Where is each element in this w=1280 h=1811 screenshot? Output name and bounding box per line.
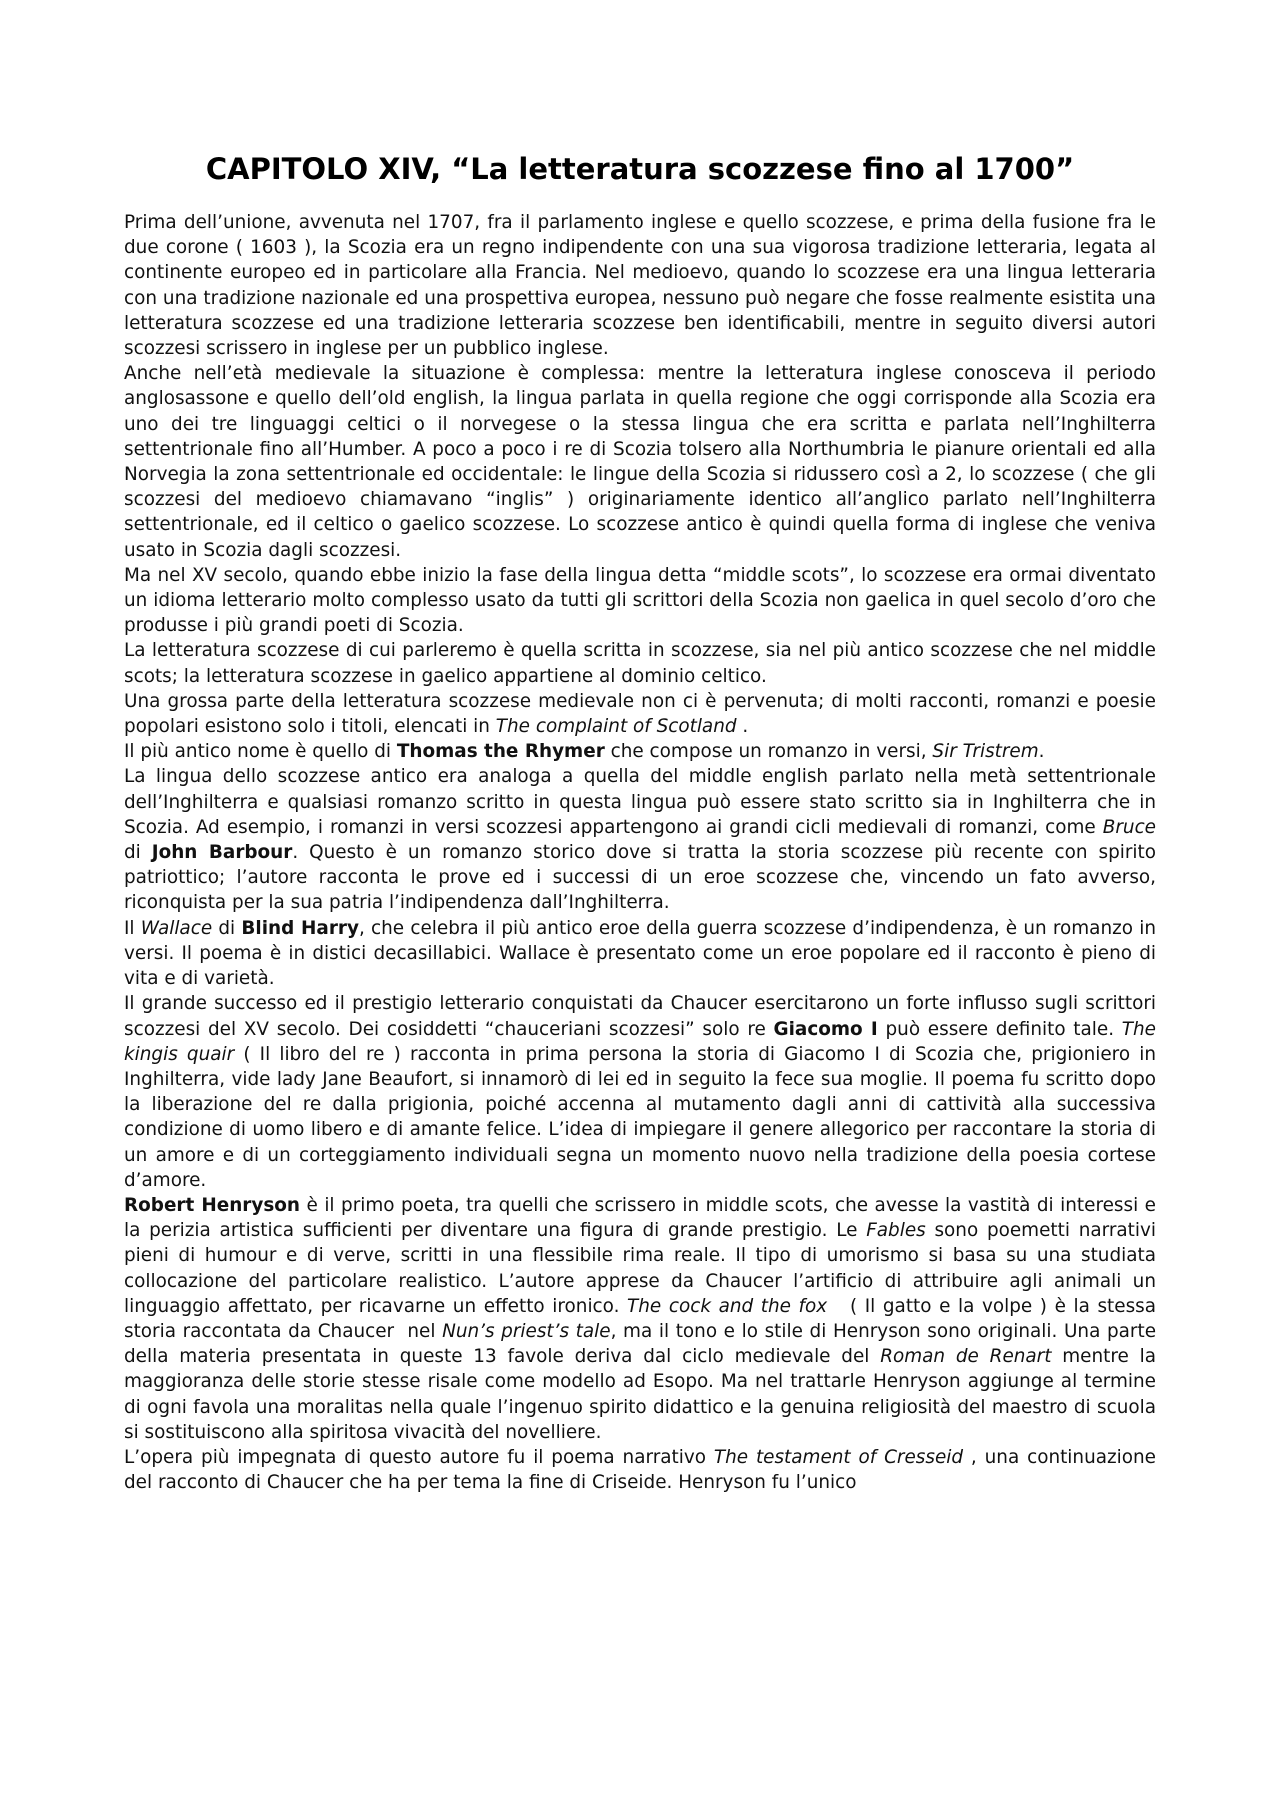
document-body <box>124 210 1156 1495</box>
text-run: di <box>124 842 152 864</box>
paragraph <box>124 991 1156 1193</box>
italic-title: Fables <box>866 1220 926 1242</box>
italic-title: Nun’s priest’s tale <box>442 1320 611 1342</box>
bold-name: Blind Harry <box>241 917 359 939</box>
paragraph <box>124 210 1156 361</box>
italic-title: Sir Tristrem <box>932 741 1039 763</box>
bold-name: Robert Henryson <box>124 1194 301 1216</box>
text-run: Il <box>124 917 141 939</box>
text-run: Il più antico nome è quello di <box>124 741 397 763</box>
text-run: può essere definito tale. <box>877 1018 1122 1040</box>
paragraph <box>124 638 1156 688</box>
paragraph <box>124 764 1156 915</box>
italic-title: The testament of Cresseid <box>713 1446 964 1468</box>
paragraph <box>124 739 1156 764</box>
text-run: è il primo poeta, tra quelli che scrissero in middle scots, che avesse la vastità di interessi e la perizia artistica sufficienti per diventare una figura di grande prestigio. Le <box>124 1194 1156 1242</box>
paragraph <box>124 916 1156 992</box>
paragraph <box>124 563 1156 639</box>
text-run: che compose un romanzo in versi, <box>604 741 933 763</box>
text-run: Prima dell’unione, avvenuta nel 1707, fra il parlamento inglese e quello scozzese, e prima della fusione fra le due corone ( 1603 ), la Scozia era un regno indipendente con una sua vigorosa tradizione letteraria, legata al continente europeo ed in particolare alla Francia. Nel medioevo, quando lo scozzese era una lingua letteraria con una tradizione nazionale ed una prospettiva europea, nessuno può negare che fosse realmente esistita una letteratura scozzese ed una tradizione letteraria scozzese ben identificabili, mentre in seguito diversi autori scozzesi scrissero in inglese per un pubblico inglese. <box>124 212 1156 360</box>
text-run: , una continuazione del racconto di Chaucer che ha per tema la fine di Criseide. Henryson fu l’unico <box>124 1446 1156 1494</box>
chapter-title: CAPITOLO XIV, “La letteratura scozzese fino al 1700” <box>205 152 1075 186</box>
text-run: La lingua dello scozzese antico era analoga a quella del middle english parlato nella metà settentrionale dell’Inghilterra e qualsiasi romanzo scritto in questa lingua può essere stato scritto sia in Inghilterra che in Scozia. Ad esempio, i romanzi in versi scozzesi appartengono ai grandi cicli medievali di romanzi, come <box>124 766 1156 838</box>
paragraph <box>124 689 1156 739</box>
italic-title: Bruce <box>1102 816 1156 838</box>
bold-name: Thomas the Rhymer <box>396 741 605 763</box>
text-run: sono poemetti narrativi pieni di humour e di verve, scritti in una flessibile rima reale. Il tipo di umorismo si basa su una studiata collocazione del particolare realistico. L’autore apprese da Chaucer l’artificio di attribuire agli animali un linguaggio affettato, per ricavarne un effetto ironico. <box>124 1220 1156 1317</box>
text-run: Il grande successo ed il prestigio letterario conquistati da Chaucer esercitarono un forte influsso sugli scrittori scozzesi del XV secolo. Dei cosiddetti “chauceriani scozzesi” solo re <box>124 993 1156 1040</box>
bold-name: Giacomo I <box>773 1018 878 1040</box>
text-run: di <box>212 917 242 939</box>
text-run: Anche nell’età medievale la situazione è complessa: mentre la letteratura inglese conosceva il periodo anglosassone e quello dell’old english, la lingua parlata in quella regione che oggi corrisponde alla Scozia era uno dei tre linguaggi celtici o il norvegese o la stessa lingua che era scritta e parlata nell’Inghilterra settentrionale fino all’Humber. A poco a poco i re di Scozia tolsero alla Northumbria le pianure orientali ed alla Norvegia la zona settentrionale ed occidentale: le lingue della Scozia si ridussero così a 2, lo scozzese ( che gli scozzesi del medioevo chiamavano “inglis” ) originariamente identico all’anglico parlato nell’Inghilterra settentrionale, ed il celtico o gaelico scozzese. Lo scozzese antico è quindi quella forma di inglese che veniva usato in Scozia dagli scozzesi. <box>124 363 1156 561</box>
text-run: . <box>736 716 749 738</box>
paragraph <box>124 361 1156 563</box>
italic-title: Wallace <box>140 917 213 939</box>
text-run: L’opera più impegnata di questo autore fu il poema narrativo <box>124 1446 714 1468</box>
text-run: . <box>1038 741 1045 763</box>
text-run: , ma il tono e lo stile di Henryson sono originali. Una parte della materia presentata in queste 13 favole deriva dal ciclo medievale del <box>124 1320 1157 1368</box>
italic-title: The cock and the fox <box>627 1295 828 1317</box>
text-run: ( Il libro del re ) racconta in prima persona la storia di Giacomo I di Scozia che, prigioniero in Inghilterra, vide lady Jane Beaufort, si innamorò di lei ed in seguito la fece sua moglie. Il poema fu scritto dopo la liberazione del re dalla prigionia, poiché accenna al mutamento dagli anni di cattività alla successiva condizione di uomo libero e di amante felice. L’idea di impiegare il genere allegorico per raccontare la storia di un amore e di un corteggiamento individuali segna un momento nuovo nella tradizione della poesia cortese d’amore. <box>124 1043 1156 1191</box>
text-run: mentre la maggioranza delle storie stesse risale come modello ad Esopo. Ma nel trattarle Henryson aggiunge al termine di ogni favola una moralitas nella quale l’ingenuo spirito didattico e la genuina religiosità del maestro di scuola si sostituiscono alla spiritosa vivacità del novelliere. <box>124 1346 1157 1443</box>
italic-title: The complaint of Scotland <box>495 716 737 738</box>
text-run: . Questo è un romanzo storico dove si tratta la storia scozzese più recente con spirito patriottico; l’autore racconta le prove ed i successi di un eroe scozzese che, vincendo un fato avverso, riconquista per la sua patria l’indipendenza dall’Inghilterra. <box>124 842 1156 914</box>
italic-title: The kingis quair <box>124 1018 1156 1065</box>
text-run: Ma nel XV secolo, quando ebbe inizio la fase della lingua detta “middle scots”, lo scozzese era ormai diventato un idioma letterario molto complesso usato da tutti gli scrittori della Scozia non gaelica in quel secolo d’oro che produsse i più grandi poeti di Scozia. <box>124 564 1156 637</box>
text-run: Una grossa parte della letteratura scozzese medievale non ci è pervenuta; di molti racconti, romanzi e poesie popolari esistono solo i titoli, elencati in <box>124 690 1156 738</box>
bold-name: John Barbour <box>151 842 293 864</box>
text-run: ( Il gatto e la volpe ) è la stessa storia raccontata da Chaucer nel <box>124 1295 1157 1342</box>
paragraph <box>124 1193 1156 1445</box>
italic-title: Roman de Renart <box>880 1346 1052 1368</box>
paragraph <box>124 1445 1156 1495</box>
text-run: La letteratura scozzese di cui parleremo è quella scritta in scozzese, sia nel più antico scozzese che nel middle scots; la letteratura scozzese in gaelico appartiene al dominio celtico. <box>124 640 1156 687</box>
text-run: , che celebra il più antico eroe della guerra scozzese d’indipendenza, è un romanzo in versi. Il poema è in distici decasillabici. Wallace è presentato come un eroe popolare ed il racconto è pieno di vita e di varietà. <box>124 917 1156 990</box>
